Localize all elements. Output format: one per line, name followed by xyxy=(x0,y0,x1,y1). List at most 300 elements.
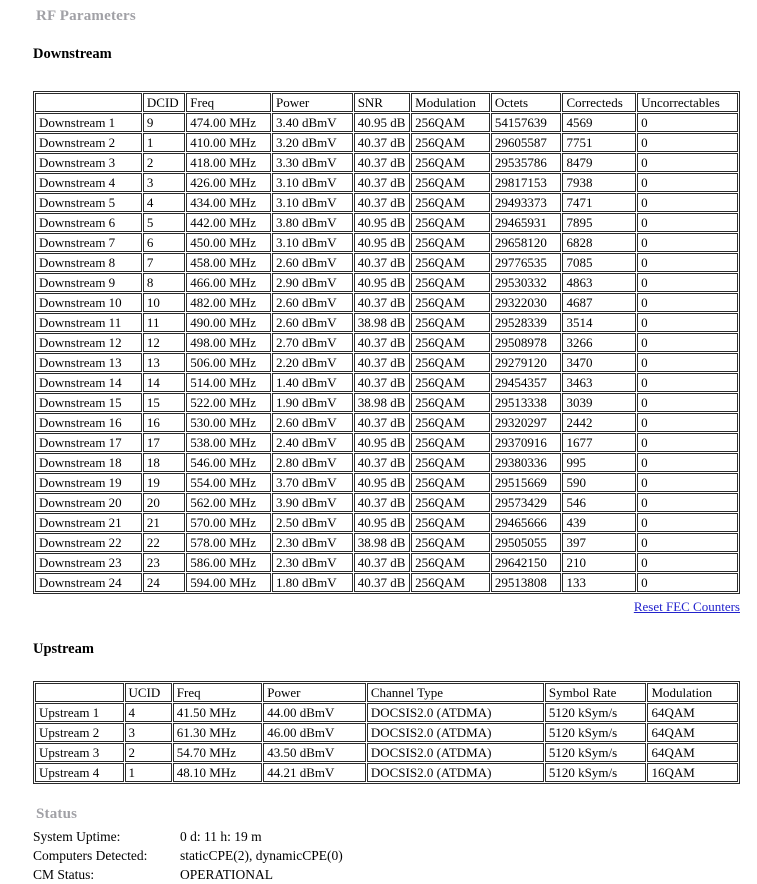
table-row xyxy=(35,273,738,292)
table-cell: 8 xyxy=(143,273,185,292)
table-cell: 0 xyxy=(637,213,738,232)
status-row xyxy=(33,865,740,884)
status-value: staticCPE(2), dynamicCPE(0) xyxy=(180,848,343,863)
table-cell: 7 xyxy=(143,253,185,272)
table-cell: Downstream 18 xyxy=(35,453,142,472)
table-row xyxy=(35,433,738,452)
column-header: DCID xyxy=(143,93,185,112)
table-cell: 2.90 dBmV xyxy=(272,273,353,292)
table-cell: Upstream 1 xyxy=(35,703,124,722)
table-cell: 490.00 MHz xyxy=(186,313,271,332)
table-cell: 10 xyxy=(143,293,185,312)
table-cell: 0 xyxy=(637,353,738,372)
column-header: Freq xyxy=(173,683,263,702)
upstream-heading: Upstream xyxy=(33,641,94,657)
table-cell: 256QAM xyxy=(411,533,490,552)
table-cell: Downstream 15 xyxy=(35,393,142,412)
table-cell: 506.00 MHz xyxy=(186,353,271,372)
upstream-section xyxy=(33,641,740,784)
table-cell: 0 xyxy=(637,553,738,572)
table-cell: 29658120 xyxy=(491,233,562,252)
table-cell: 256QAM xyxy=(411,393,490,412)
table-cell: 0 xyxy=(637,153,738,172)
table-cell: 7751 xyxy=(562,133,636,152)
table-cell: 5120 kSym/s xyxy=(545,723,647,742)
table-row xyxy=(35,153,738,172)
table-row xyxy=(35,133,738,152)
table-row xyxy=(35,553,738,572)
status-value: 0 d: 11 h: 19 m xyxy=(180,829,262,844)
table-cell: 3470 xyxy=(562,353,636,372)
table-cell: 3 xyxy=(125,723,172,742)
table-cell: 3.90 dBmV xyxy=(272,493,353,512)
table-cell: Upstream 2 xyxy=(35,723,124,742)
table-cell: 29370916 xyxy=(491,433,562,452)
table-cell: 40.37 dB xyxy=(354,193,410,212)
table-cell: 6 xyxy=(143,233,185,252)
table-cell: 29776535 xyxy=(491,253,562,272)
column-header: SNR xyxy=(354,93,410,112)
status-label: Computers Detected: xyxy=(33,848,148,863)
table-cell: 64QAM xyxy=(647,723,738,742)
table-row xyxy=(35,453,738,472)
table-cell: 29515669 xyxy=(491,473,562,492)
table-cell: 995 xyxy=(562,453,636,472)
table-cell: 43.50 dBmV xyxy=(263,743,366,762)
table-cell: 482.00 MHz xyxy=(186,293,271,312)
status-heading: Status xyxy=(36,806,78,822)
table-cell: 0 xyxy=(637,193,738,212)
table-cell: 40.95 dB xyxy=(354,273,410,292)
table-cell: 2.60 dBmV xyxy=(272,413,353,432)
table-cell: 44.00 dBmV xyxy=(263,703,366,722)
table-cell: 6828 xyxy=(562,233,636,252)
table-cell: 256QAM xyxy=(411,313,490,332)
table-cell: 434.00 MHz xyxy=(186,193,271,212)
table-cell: 4569 xyxy=(562,113,636,132)
table-cell: 397 xyxy=(562,533,636,552)
table-row xyxy=(35,213,738,232)
table-cell: 256QAM xyxy=(411,453,490,472)
table-row xyxy=(35,233,738,252)
column-header: Uncorrectables xyxy=(637,93,738,112)
status-row xyxy=(33,827,740,846)
table-cell: 54.70 MHz xyxy=(173,743,263,762)
header-row xyxy=(35,683,738,702)
status-value: OPERATIONAL xyxy=(180,867,273,882)
table-cell: 5120 kSym/s xyxy=(545,703,647,722)
table-cell: Upstream 4 xyxy=(35,763,124,782)
table-cell: 13 xyxy=(143,353,185,372)
table-cell: 16 xyxy=(143,413,185,432)
table-cell: 0 xyxy=(637,313,738,332)
table-cell: Upstream 3 xyxy=(35,743,124,762)
table-cell: Downstream 12 xyxy=(35,333,142,352)
table-cell: 40.37 dB xyxy=(354,553,410,572)
table-cell: 29642150 xyxy=(491,553,562,572)
table-cell: 2.70 dBmV xyxy=(272,333,353,352)
table-cell: 0 xyxy=(637,393,738,412)
table-cell: 29322030 xyxy=(491,293,562,312)
table-cell: Downstream 13 xyxy=(35,353,142,372)
table-cell: 18 xyxy=(143,453,185,472)
table-cell: 40.37 dB xyxy=(354,153,410,172)
table-cell: 0 xyxy=(637,573,738,592)
table-cell: 40.95 dB xyxy=(354,213,410,232)
table-row xyxy=(35,473,738,492)
table-cell: 19 xyxy=(143,473,185,492)
table-cell: Downstream 3 xyxy=(35,153,142,172)
table-cell: Downstream 5 xyxy=(35,193,142,212)
table-cell: 3.10 dBmV xyxy=(272,233,353,252)
table-cell: 3.40 dBmV xyxy=(272,113,353,132)
table-cell: 0 xyxy=(637,173,738,192)
table-cell: 40.37 dB xyxy=(354,493,410,512)
table-row xyxy=(35,723,738,742)
table-row xyxy=(35,333,738,352)
table-cell: 3.80 dBmV xyxy=(272,213,353,232)
table-cell: 562.00 MHz xyxy=(186,493,271,512)
table-row xyxy=(35,573,738,592)
table-cell: 1.80 dBmV xyxy=(272,573,353,592)
column-header: Power xyxy=(272,93,353,112)
column-header: Octets xyxy=(491,93,562,112)
table-cell: 2.30 dBmV xyxy=(272,533,353,552)
table-cell: 44.21 dBmV xyxy=(263,763,366,782)
table-cell: 61.30 MHz xyxy=(173,723,263,742)
table-cell: 530.00 MHz xyxy=(186,413,271,432)
table-cell: 3.10 dBmV xyxy=(272,173,353,192)
table-cell: 29513808 xyxy=(491,573,562,592)
table-cell: 2 xyxy=(143,153,185,172)
table-cell: 7471 xyxy=(562,193,636,212)
table-cell: 256QAM xyxy=(411,553,490,572)
table-cell: 40.37 dB xyxy=(354,293,410,312)
table-cell: 20 xyxy=(143,493,185,512)
table-cell: 256QAM xyxy=(411,413,490,432)
table-cell: Downstream 4 xyxy=(35,173,142,192)
table-cell: 594.00 MHz xyxy=(186,573,271,592)
reset-fec-counters-link[interactable]: Reset FEC Counters xyxy=(633,599,740,614)
table-cell: 3039 xyxy=(562,393,636,412)
table-cell: 0 xyxy=(637,453,738,472)
table-cell: 2 xyxy=(125,743,172,762)
table-row xyxy=(35,173,738,192)
table-cell: 9 xyxy=(143,113,185,132)
table-cell: 40.95 dB xyxy=(354,113,410,132)
table-cell: 3.10 dBmV xyxy=(272,193,353,212)
table-cell: 256QAM xyxy=(411,353,490,372)
table-cell: 2.60 dBmV xyxy=(272,253,353,272)
table-cell: 256QAM xyxy=(411,133,490,152)
table-cell: 24 xyxy=(143,573,185,592)
table-cell: 0 xyxy=(637,533,738,552)
table-cell: 522.00 MHz xyxy=(186,393,271,412)
table-cell: 4 xyxy=(125,703,172,722)
table-cell: 38.98 dB xyxy=(354,533,410,552)
table-cell: 0 xyxy=(637,293,738,312)
table-cell: 29454357 xyxy=(491,373,562,392)
table-cell: 256QAM xyxy=(411,333,490,352)
table-cell: 40.95 dB xyxy=(354,513,410,532)
table-cell: Downstream 9 xyxy=(35,273,142,292)
table-cell: 0 xyxy=(637,253,738,272)
table-cell: 23 xyxy=(143,553,185,572)
table-cell: 256QAM xyxy=(411,193,490,212)
table-cell: 21 xyxy=(143,513,185,532)
table-cell: 538.00 MHz xyxy=(186,433,271,452)
table-cell: 0 xyxy=(637,433,738,452)
table-cell: 1677 xyxy=(562,433,636,452)
table-cell: 426.00 MHz xyxy=(186,173,271,192)
table-cell: 48.10 MHz xyxy=(173,763,263,782)
table-cell: 41.50 MHz xyxy=(173,703,263,722)
table-cell: 3.30 dBmV xyxy=(272,153,353,172)
downstream-heading: Downstream xyxy=(33,46,112,62)
table-cell: 256QAM xyxy=(411,273,490,292)
table-cell: 38.98 dB xyxy=(354,393,410,412)
table-cell: 3514 xyxy=(562,313,636,332)
table-cell: 256QAM xyxy=(411,213,490,232)
table-cell: 546.00 MHz xyxy=(186,453,271,472)
table-cell: 29320297 xyxy=(491,413,562,432)
table-cell: 7895 xyxy=(562,213,636,232)
column-header: Correcteds xyxy=(562,93,636,112)
table-row xyxy=(35,743,738,762)
table-cell: 29605587 xyxy=(491,133,562,152)
table-cell: 256QAM xyxy=(411,253,490,272)
table-cell: 256QAM xyxy=(411,293,490,312)
table-row xyxy=(35,373,738,392)
table-cell: Downstream 20 xyxy=(35,493,142,512)
table-cell: 554.00 MHz xyxy=(186,473,271,492)
column-header: Modulation xyxy=(647,683,738,702)
table-cell: Downstream 21 xyxy=(35,513,142,532)
table-cell: 29505055 xyxy=(491,533,562,552)
table-row xyxy=(35,533,738,552)
table-cell: 8479 xyxy=(562,153,636,172)
table-cell: 29528339 xyxy=(491,313,562,332)
table-cell: 0 xyxy=(637,333,738,352)
table-cell: 2.40 dBmV xyxy=(272,433,353,452)
table-cell: 3.70 dBmV xyxy=(272,473,353,492)
table-cell: 4863 xyxy=(562,273,636,292)
column-header: Symbol Rate xyxy=(545,683,647,702)
table-cell: 40.37 dB xyxy=(354,453,410,472)
table-cell: 210 xyxy=(562,553,636,572)
table-cell: 256QAM xyxy=(411,473,490,492)
table-cell: 256QAM xyxy=(411,113,490,132)
downstream-table-footer xyxy=(33,599,740,615)
table-cell: 1.40 dBmV xyxy=(272,373,353,392)
table-cell: 17 xyxy=(143,433,185,452)
table-cell: 11 xyxy=(143,313,185,332)
table-cell: DOCSIS2.0 (ATDMA) xyxy=(367,743,544,762)
table-cell: DOCSIS2.0 (ATDMA) xyxy=(367,763,544,782)
table-cell: 4687 xyxy=(562,293,636,312)
table-cell: 1 xyxy=(143,133,185,152)
table-cell: 2.60 dBmV xyxy=(272,313,353,332)
table-cell: 410.00 MHz xyxy=(186,133,271,152)
table-cell: Downstream 8 xyxy=(35,253,142,272)
table-cell: 0 xyxy=(637,413,738,432)
table-cell: 133 xyxy=(562,573,636,592)
table-cell: 0 xyxy=(637,273,738,292)
table-cell: 16QAM xyxy=(647,763,738,782)
table-row xyxy=(35,293,738,312)
table-cell: 7085 xyxy=(562,253,636,272)
table-cell: 0 xyxy=(637,513,738,532)
table-cell: 256QAM xyxy=(411,373,490,392)
table-cell: 40.37 dB xyxy=(354,253,410,272)
table-cell: Downstream 7 xyxy=(35,233,142,252)
table-cell: DOCSIS2.0 (ATDMA) xyxy=(367,723,544,742)
table-cell: 439 xyxy=(562,513,636,532)
table-cell: 40.95 dB xyxy=(354,473,410,492)
table-cell: 3266 xyxy=(562,333,636,352)
table-cell: Downstream 19 xyxy=(35,473,142,492)
table-row xyxy=(35,113,738,132)
table-cell: 40.37 dB xyxy=(354,353,410,372)
table-cell: 64QAM xyxy=(647,703,738,722)
table-cell: 578.00 MHz xyxy=(186,533,271,552)
table-cell: 40.37 dB xyxy=(354,373,410,392)
table-cell: Downstream 22 xyxy=(35,533,142,552)
table-cell: 458.00 MHz xyxy=(186,253,271,272)
table-row xyxy=(35,193,738,212)
table-cell: 15 xyxy=(143,393,185,412)
table-cell: 29573429 xyxy=(491,493,562,512)
table-cell: 2.30 dBmV xyxy=(272,553,353,572)
table-cell: 14 xyxy=(143,373,185,392)
table-cell: 570.00 MHz xyxy=(186,513,271,532)
table-cell: 1.90 dBmV xyxy=(272,393,353,412)
table-row xyxy=(35,763,738,782)
table-cell: 256QAM xyxy=(411,573,490,592)
table-cell: Downstream 16 xyxy=(35,413,142,432)
table-cell: 0 xyxy=(637,373,738,392)
status-label: System Uptime: xyxy=(33,829,121,844)
table-cell: 38.98 dB xyxy=(354,313,410,332)
table-cell: 22 xyxy=(143,533,185,552)
table-cell: 40.95 dB xyxy=(354,433,410,452)
table-row xyxy=(35,393,738,412)
column-header: Channel Type xyxy=(367,683,544,702)
table-cell: 7938 xyxy=(562,173,636,192)
table-cell: 5120 kSym/s xyxy=(545,763,647,782)
table-cell: 54157639 xyxy=(491,113,562,132)
table-cell: 3 xyxy=(143,173,185,192)
table-cell: Downstream 24 xyxy=(35,573,142,592)
table-cell: 0 xyxy=(637,133,738,152)
table-cell: 256QAM xyxy=(411,493,490,512)
status-row xyxy=(33,846,740,865)
table-cell: 29530332 xyxy=(491,273,562,292)
table-cell: 29465666 xyxy=(491,513,562,532)
status-rows xyxy=(33,827,740,884)
table-row xyxy=(35,253,738,272)
table-cell: 256QAM xyxy=(411,233,490,252)
table-cell: 498.00 MHz xyxy=(186,333,271,352)
table-cell: 3.20 dBmV xyxy=(272,133,353,152)
table-row xyxy=(35,493,738,512)
table-cell: Downstream 17 xyxy=(35,433,142,452)
table-cell: 40.37 dB xyxy=(354,333,410,352)
table-cell: 40.37 dB xyxy=(354,173,410,192)
table-cell: 29508978 xyxy=(491,333,562,352)
table-cell: 2.50 dBmV xyxy=(272,513,353,532)
table-cell: 2442 xyxy=(562,413,636,432)
table-cell: 29279120 xyxy=(491,353,562,372)
table-cell: 29380336 xyxy=(491,453,562,472)
table-cell: 46.00 dBmV xyxy=(263,723,366,742)
table-cell: DOCSIS2.0 (ATDMA) xyxy=(367,703,544,722)
downstream-table xyxy=(33,91,740,594)
rf-parameters-heading: RF Parameters xyxy=(36,8,136,24)
table-cell: 442.00 MHz xyxy=(186,213,271,232)
table-cell: 64QAM xyxy=(647,743,738,762)
table-row xyxy=(35,313,738,332)
column-header: Modulation xyxy=(411,93,490,112)
column-header: Power xyxy=(263,683,366,702)
table-cell: 12 xyxy=(143,333,185,352)
table-cell: 3463 xyxy=(562,373,636,392)
table-cell: Downstream 1 xyxy=(35,113,142,132)
table-cell: 0 xyxy=(637,493,738,512)
table-cell: Downstream 6 xyxy=(35,213,142,232)
table-row xyxy=(35,353,738,372)
table-cell: 2.20 dBmV xyxy=(272,353,353,372)
table-cell: Downstream 14 xyxy=(35,373,142,392)
table-cell: 29513338 xyxy=(491,393,562,412)
table-cell: 40.37 dB xyxy=(354,413,410,432)
upstream-table xyxy=(33,681,740,784)
table-cell: 40.37 dB xyxy=(354,133,410,152)
table-cell: 256QAM xyxy=(411,513,490,532)
table-cell: 5120 kSym/s xyxy=(545,743,647,762)
table-cell: 2.80 dBmV xyxy=(272,453,353,472)
column-header xyxy=(35,93,142,112)
table-cell: Downstream 2 xyxy=(35,133,142,152)
status-label: CM Status: xyxy=(33,867,95,882)
table-row xyxy=(35,703,738,722)
column-header xyxy=(35,683,124,702)
table-cell: 474.00 MHz xyxy=(186,113,271,132)
table-cell: 29535786 xyxy=(491,153,562,172)
table-cell: 256QAM xyxy=(411,433,490,452)
table-row xyxy=(35,513,738,532)
table-cell: 0 xyxy=(637,233,738,252)
table-cell: 418.00 MHz xyxy=(186,153,271,172)
table-cell: 546 xyxy=(562,493,636,512)
table-cell: 29493373 xyxy=(491,193,562,212)
table-cell: 5 xyxy=(143,213,185,232)
table-cell: Downstream 11 xyxy=(35,313,142,332)
table-cell: 590 xyxy=(562,473,636,492)
table-cell: 40.95 dB xyxy=(354,233,410,252)
table-cell: Downstream 10 xyxy=(35,293,142,312)
column-header: UCID xyxy=(125,683,172,702)
table-cell: 29465931 xyxy=(491,213,562,232)
table-cell: 0 xyxy=(637,113,738,132)
table-cell: 256QAM xyxy=(411,173,490,192)
column-header: Freq xyxy=(186,93,271,112)
table-cell: 0 xyxy=(637,473,738,492)
table-cell: Downstream 23 xyxy=(35,553,142,572)
table-cell: 450.00 MHz xyxy=(186,233,271,252)
table-cell: 4 xyxy=(143,193,185,212)
table-cell: 586.00 MHz xyxy=(186,553,271,572)
